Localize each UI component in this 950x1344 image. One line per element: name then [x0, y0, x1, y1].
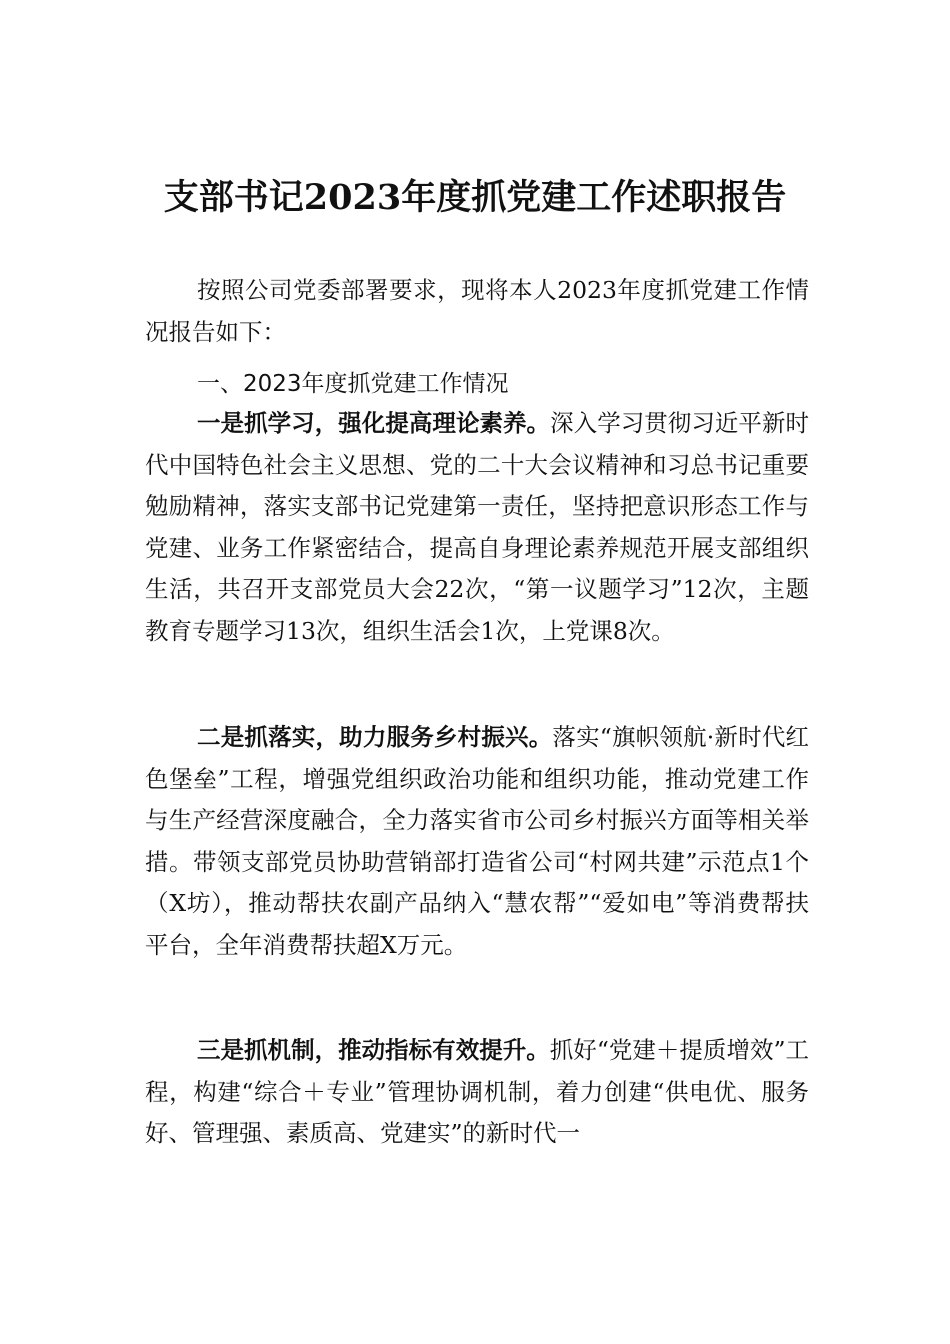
paragraph-text: 落实“旗帜领航·新时代红色堡垒”工程，增强党组织政治功能和组织功能，推动党建工作与生产经营深度融合，全力落实省市公司乡村振兴方面等相关举措。带领支部党员协助营销部打造省公司“村网共建”示范点1个（X坊），推动帮扶农副产品纳入“慧农帮”“爱如电”等消费帮扶平台，全年消费帮扶超X万元。 — [145, 723, 810, 959]
paragraph-study — [145, 403, 809, 653]
paragraph-lead: 二是抓落实，助力服务乡村振兴。 — [197, 723, 553, 751]
paragraph-lead: 一是抓学习，强化提高理论素养。 — [197, 409, 551, 437]
paragraph-text: 深入学习贯彻习近平新时代中国特色社会主义思想、党的二十大会议精神和习总书记重要勉励精神，落实支部书记党建第一责任，坚持把意识形态工作与党建、业务工作紧密结合，提高自身理论素养规范开展支部组织生活，共召开支部党员大会22次，“第一议题学习”12次，主题教育专题学习13次，组织生活会1次，上党课8次。 — [145, 409, 810, 645]
paragraph-lead: 三是抓机制，推动指标有效提升。 — [197, 1036, 550, 1064]
paragraph-mechanism — [145, 1030, 809, 1155]
intro-paragraph: 按照公司党委部署要求，现将本人2023年度抓党建工作情况报告如下： — [145, 276, 809, 346]
paragraph-implementation — [145, 717, 809, 967]
document-title: 支部书记2023年度抓党建工作述职报告 — [163, 177, 787, 218]
section-heading: 一、2023年度抓党建工作情况 — [197, 371, 509, 397]
paragraph-text: 抓好“党建＋提质增效”工程，构建“综合＋专业”管理协调机制，着力创建“供电优、服务好、管理强、素质高、党建实”的新时代一 — [145, 1036, 810, 1148]
